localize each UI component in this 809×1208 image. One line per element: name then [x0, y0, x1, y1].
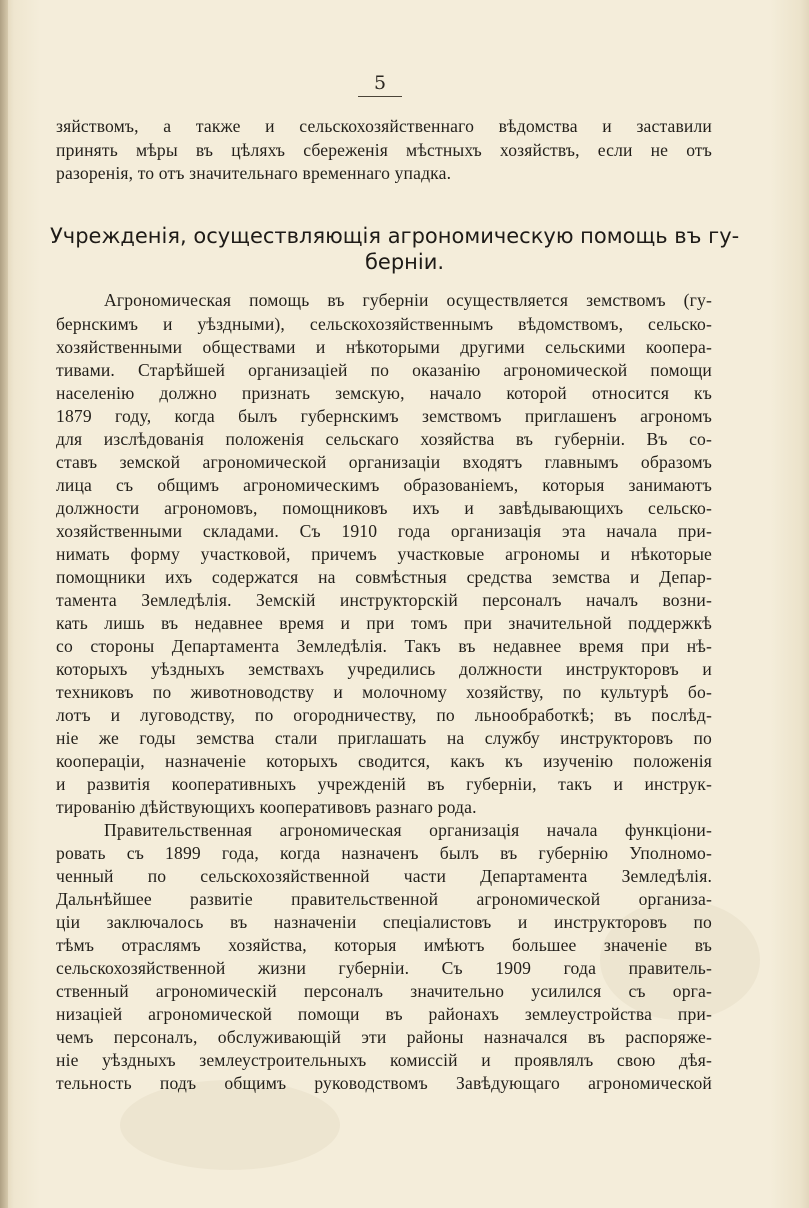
paragraph1-line: техниковъ по животноводству и молочному хозяйству, по культурѣ бо-	[56, 682, 712, 702]
section-heading-line2: берніи.	[364, 250, 445, 274]
section-heading-line1: Учрежденія, осуществляющія агрономическую помощь въ гу-	[50, 224, 740, 248]
paragraph2-line: ченный по сельскохозяйственной части Департамента Земледѣлія.	[56, 866, 712, 886]
paragraph1-line: которыхъ уѣздныхъ земствахъ учредились должности инструкторовъ и	[56, 659, 712, 679]
intro-line: разоренія, то отъ значительнаго временнаго упадка.	[56, 163, 452, 183]
paragraph1-line: тамента Земледѣлія. Земскій инструкторскій персоналъ началъ возни-	[56, 590, 712, 610]
page-number: 5	[373, 72, 387, 94]
paragraph1-line: населенію должно признать земскую, начало которой относится къ	[56, 383, 712, 403]
page-number-rule	[358, 96, 402, 97]
paragraph2-line: ціи заключалось въ назначеніи спеціалистовъ и инструкторовъ по	[56, 912, 712, 932]
paragraph1-line: тированію дѣйствующихъ кооперативовъ разнаго рода.	[56, 797, 477, 817]
paragraph1-line: помощники ихъ содержатся на совмѣстныя средства земства и Депар-	[56, 567, 712, 587]
paragraph1-line: кать лишь въ недавнее время и при томъ при значительной поддержкѣ	[56, 613, 712, 633]
paragraph1-line: бернскимъ и уѣздными), сельскохозяйственнымъ вѣдомствомъ, сельско-	[56, 314, 712, 334]
paragraph2-line: ніе уѣздныхъ землеустроительныхъ комиссій и проявлялъ свою дѣя-	[56, 1050, 712, 1070]
paragraph1-line: хозяйственными складами. Съ 1910 года организація эта начала при-	[56, 521, 712, 541]
paragraph1-line: должности агрономовъ, помощниковъ ихъ и завѣдывающихъ сельско-	[56, 498, 712, 518]
paragraph1-line: коопераціи, назначеніе которыхъ сводится, какъ къ изученію положенія	[56, 751, 712, 771]
paragraph1-line: со стороны Департамента Земледѣлія. Такъ въ недавнее время при нѣ-	[56, 636, 712, 656]
paragraph2-line: Правительственная агрономическая организація начала функціони-	[104, 820, 712, 840]
intro-line: зяйствомъ, а также и сельскохозяйственнаго вѣдомства и заставили	[56, 116, 712, 136]
paragraph1-line: хозяйственными обществами и нѣкоторыми другими сельскими коопера-	[56, 337, 712, 357]
paragraph1-line: для изслѣдованія положенія сельскаго хозяйства въ губерніи. Въ со-	[56, 429, 712, 449]
paragraph1-line: 1879 году, когда былъ губернскимъ земствомъ приглашенъ агрономъ	[56, 406, 712, 426]
paragraph2-line: тѣмъ отраслямъ хозяйства, которыя имѣютъ большее значеніе въ	[56, 935, 712, 955]
paragraph1-line: лица съ общимъ агрономическимъ образованіемъ, которыя занимаютъ	[56, 475, 712, 495]
paragraph2-line: низаціей агрономической помощи въ районахъ землеустройства при-	[56, 1004, 712, 1024]
paragraph2-line: сельскохозяйственной жизни губерніи. Съ 1909 года правитель-	[56, 958, 712, 978]
paragraph1-line: ставъ земской агрономической организаціи входятъ главнымъ образомъ	[56, 452, 712, 472]
paragraph1-line: тивами. Старѣйшей организаціей по оказанію агрономической помощи	[56, 360, 712, 380]
intro-line: принять мѣры въ цѣляхъ сбереженія мѣстныхъ хозяйствъ, если не отъ	[56, 140, 712, 160]
paragraph1-line: ніе же годы земства стали приглашать на службу инструкторовъ по	[56, 728, 712, 748]
paragraph2-line: чемъ персоналъ, обслуживающій эти районы назначался въ распоряже-	[56, 1027, 712, 1047]
binding-edge	[0, 0, 8, 1208]
paragraph2-line: Дальнѣйшее развитіе правительственной агрономической организа-	[56, 889, 712, 909]
paragraph2-line: ровать съ 1899 года, когда назначенъ былъ въ губернію Уполномо-	[56, 843, 712, 863]
paragraph2-line: тельность подъ общимъ руководствомъ Завѣдующаго агрономической	[56, 1073, 712, 1093]
paragraph1-line: нимать форму участковой, причемъ участковые агрономы и нѣкоторые	[56, 544, 712, 564]
paragraph1-line: лотъ и луговодству, по огородничеству, по льнообработкѣ; въ послѣд-	[56, 705, 712, 725]
paragraph1-line: Агрономическая помощь въ губерніи осуществляется земствомъ (гу-	[104, 290, 712, 310]
paragraph1-line: и развитія кооперативныхъ учрежденій въ губерніи, такъ и инструк-	[56, 774, 712, 794]
paragraph2-line: ственный агрономическій персоналъ значительно усилился съ орга-	[56, 981, 712, 1001]
